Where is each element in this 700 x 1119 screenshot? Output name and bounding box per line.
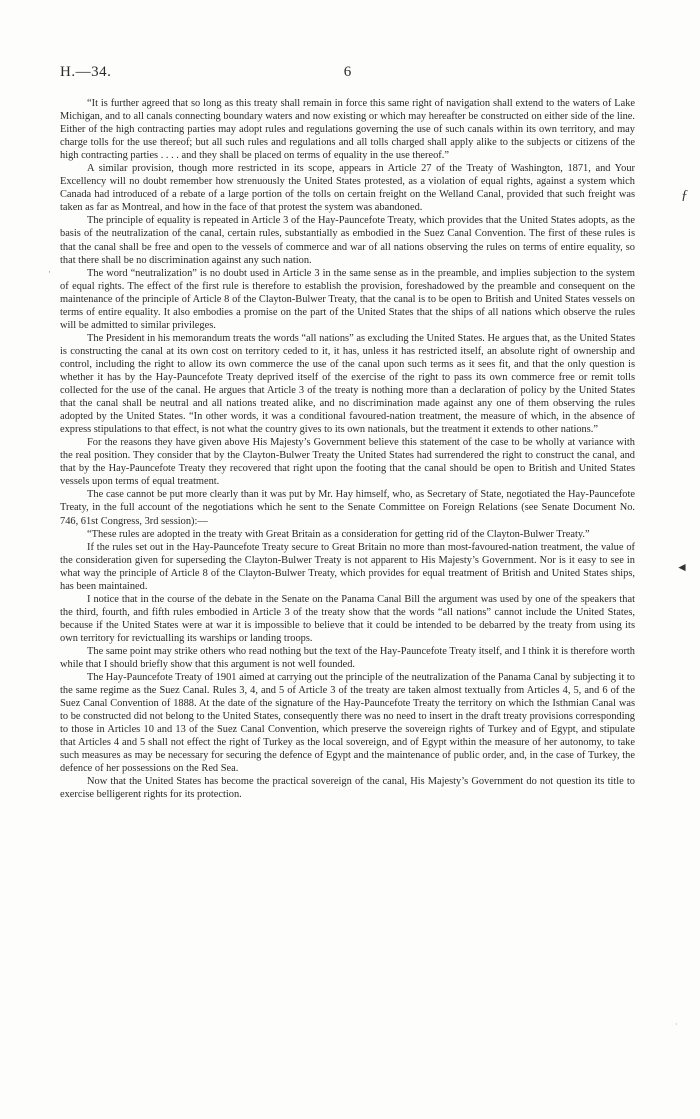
quoted-paragraph: “These rules are adopted in the treaty with Great Britain as a consideration for getting rid of the Clayton-Bulwer Treaty.” [87, 528, 590, 540]
page-header [60, 64, 660, 84]
paragraph: The President in his memorandum treats the words “all nations” as excluding the United States. He argues that, as the United States is constructing the canal at its own cost on territory ceded to it, it has, unless it has restricted itself, an absolute right of ownership and control, including the right to allow its own commerce the use of the canal upon such terms as it sees fit, and that the only question is whether it has by the Hay-Pauncefote Treaty deprived itself of the exercise of the right to pass its own commerce free or remit tolls collected for the use of the canal. He argues that Article 3 of the treaty is nothing more than a declaration of policy by the United States that the canal shall be neutral and all nations treated alike, and no discrimination made against any one of them observing the rules adopted by the United States. “In other words, it was a conditional favoured-nation treatment, the measure of which, in the absence of express stipulations to that effect, is not what the country gives to its own nationals, but the treatment it extends to other nations.” [60, 332, 635, 436]
paragraph: “It is further agreed that so long as this treaty shall remain in force this same right of navigation shall extend to the waters of Lake Michigan, and to all canals connecting boundary waters and now existing or which may hereafter be constructed on either side of the line. Either of the high contracting parties may adopt rules and regulations governing the use of such canals within its own territory, and may charge tolls for the use thereof; but all such rules and regulations and all tolls charged shall apply alike to the subjects or citizens of the high contracting parties . . . . and they shall be placed on terms of equality in the use thereof.” [60, 98, 635, 162]
margin-scan-mark: ƒ [681, 188, 688, 203]
paragraph: The same point may strike others who read nothing but the text of the Hay-Pauncefote Treaty itself, and I think it is therefore worth while that I should briefly show that this argument is not well founded. [60, 645, 635, 671]
document-body [60, 97, 635, 802]
paragraph: A similar provision, though more restricted in its scope, appears in Article 27 of the Treaty of Washington, 1871, and Your Excellency will no doubt remember how strenuously the United States protested, as a violation of equal rights, against a system which Canada had introduced of a rebate of a large portion of the tolls on certain freight on the Welland Canal, provided that such freight was taken as far as Montreal, and how in the face of that protest the system was abandoned. [60, 163, 635, 214]
paragraph: The word “neutralization” is no doubt used in Article 3 in the same sense as in the preamble, and implies subjection to the system of equal rights. The effect of the first rule is therefore to establish the provision, foreshadowed by the preamble and consequent on the maintenance of the principle of Article 8 of the Clayton-Bulwer Treaty, that the canal is to be open to British and United States vessels on terms of entire equality. It also embodies a promise on the part of the United States that the ships of all nations which observe the rules will be admitted to similar privileges. [60, 267, 635, 331]
paragraph: Now that the United States has become the practical sovereign of the canal, His Majesty’s Government do not question its title to exercise belligerent rights for its protection. [60, 776, 635, 801]
paragraph: If the rules set out in the Hay-Pauncefote Treaty secure to Great Britain no more than most-favoured-nation treatment, the value of the consideration given for superseding the Clayton-Bulwer Treaty is not apparent to His Majesty’s Government. Nor is it easy to see in what way the principle of Article 8 of the Clayton-Bulwer Treaty, which provides for equal treatment of British and United States ships, has been maintained. [60, 541, 635, 592]
margin-scan-mark: · [48, 267, 51, 277]
page-number: 6 [343, 64, 352, 80]
paragraph: For the reasons they have given above His Majesty’s Government believe this statement of the case to be wholly at variance with the real position. They consider that by the Clayton-Bulwer Treaty the United States had surrendered the right to construct the canal, and that by the Hay-Pauncefote Treaty they recovered that right upon the footing that the canal should be open to British and United States vessels upon terms of equal treatment. [60, 437, 635, 488]
paragraph: The Hay-Pauncefote Treaty of 1901 aimed at carrying out the principle of the neutralization of the Panama Canal by subjecting it to the same regime as the Suez Canal. Rules 3, 4, and 5 of Article 3 of the treaty are taken almost textually from Articles 4, 5, and 6 of the Suez Canal Convention of 1888. At the date of the signature of the Hay-Pauncefote Treaty the territory on which the Isthmian Canal was to be constructed did not belong to the United States, consequently there was no need to insert in the draft treaty provisions corresponding to those in Articles 10 and 13 of the Suez Canal Convention, which preserve the sovereign rights of Turkey and of Egypt, and stipulate that Articles 4 and 5 shall not effect the right of Turkey as the local sovereign, and of Egypt within the measure of her autonomy, to take such measures as may be necessary for securing the defence of Egypt and the maintenance of public order, and, in the case of Turkey, the defence of her possessions on the Red Sea. [60, 672, 635, 775]
margin-scan-mark: · [675, 1020, 678, 1029]
margin-scan-mark: ◄ [676, 560, 688, 574]
paragraph: The principle of equality is repeated in Article 3 of the Hay-Pauncefote Treaty, which provides that the United States adopts, as the basis of the neutralization of the canal, certain rules, substantially as embodied in the Suez Canal Convention. The first of these rules is that the canal shall be free and open to the vessels of commerce and war of all nations observing the rules on terms of entire equality, so that there shall be no discrimination against any such nation. [60, 215, 635, 266]
paragraph: I notice that in the course of the debate in the Senate on the Panama Canal Bill the argument was used by one of the speakers that the third, fourth, and fifth rules embodied in Article 3 of the treaty show that the words “all nations” cannot include the United States, because if the United States were at war it is impossible to believe that it could be intended to be debarred by the treaty from using its own territory for revictualling its warships or landing troops. [60, 593, 635, 644]
document-reference: H.—34. [60, 64, 112, 80]
paragraph: The case cannot be put more clearly than it was put by Mr. Hay himself, who, as Secretary of State, negotiated the Hay-Pauncefote Treaty, in the full account of the negotiations which he sent to the Senate Committee on Foreign Relations (see Senate Document No. 746, 61st Congress, 3rd session):— [60, 489, 635, 527]
